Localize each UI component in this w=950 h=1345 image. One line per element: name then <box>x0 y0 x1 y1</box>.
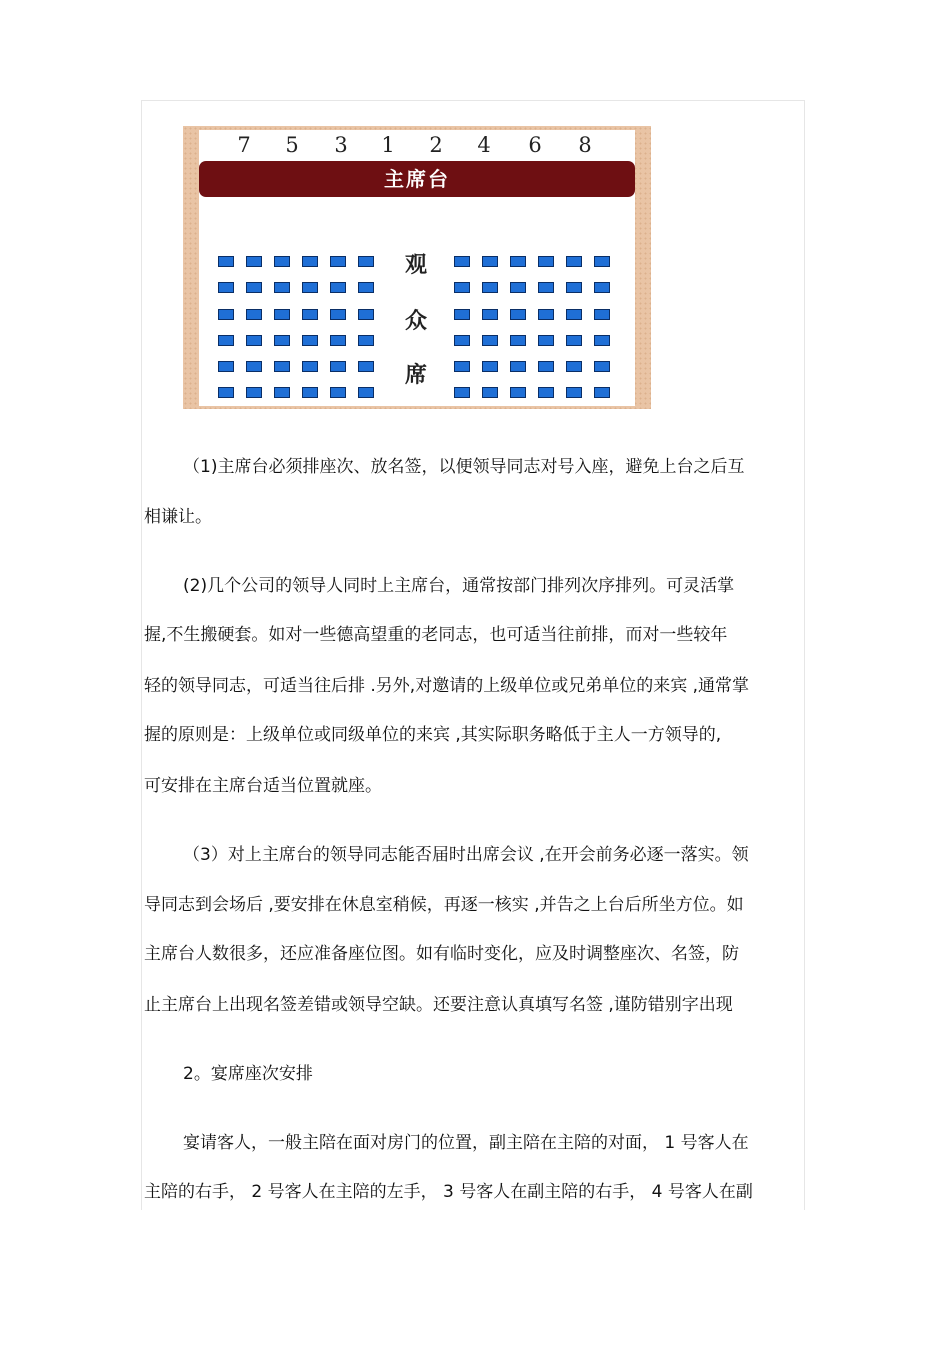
audience-seat <box>482 335 498 346</box>
audience-seat <box>246 256 262 267</box>
audience-seat <box>538 309 554 320</box>
audience-seat <box>482 387 498 398</box>
audience-seat <box>358 309 374 320</box>
text-line: 握,不生搬硬套。如对一些德高望重的老同志，也可适当往前排，而对一些较年 <box>144 625 728 645</box>
audience-seat <box>218 309 234 320</box>
audience-seat <box>274 335 290 346</box>
audience-seat <box>482 309 498 320</box>
rostrum-bar: 主席台 <box>199 161 635 197</box>
audience-seat <box>302 361 318 372</box>
text-line: 止主席台上出现名签差错或领导空缺。还要注意认真填写名签 ,谨防错别字出现 <box>144 995 733 1015</box>
audience-seat <box>274 309 290 320</box>
audience-label-char: 席 <box>404 362 427 388</box>
audience-seat <box>510 256 526 267</box>
audience-seat <box>482 282 498 293</box>
audience-seat <box>330 335 346 346</box>
text-line: 主陪的右手， 2 号客人在主陪的左手， 3 号客人在副主陪的右手， 4 号客人在副 <box>144 1182 753 1202</box>
audience-seat <box>538 335 554 346</box>
audience-seat <box>246 387 262 398</box>
audience-seat <box>330 256 346 267</box>
audience-seat <box>218 361 234 372</box>
audience-seat <box>302 256 318 267</box>
text-line: （1)主席台必须排座次、放名签，以便领导同志对号入座，避免上台之后互 <box>183 457 745 477</box>
seat-number: 5 <box>285 133 299 157</box>
audience-seat <box>218 387 234 398</box>
audience-seat <box>510 335 526 346</box>
audience-seat <box>594 309 610 320</box>
text-line: 导同志到会场后 ,要安排在休息室稍候，再逐一核实 ,并告之上台后所坐方位。如 <box>144 895 744 915</box>
audience-seat <box>566 335 582 346</box>
audience-seat <box>566 282 582 293</box>
audience-seat <box>594 282 610 293</box>
seat-number: 1 <box>381 133 395 157</box>
text-line: 宴请客人，一般主陪在面对房门的位置，副主陪在主陪的对面， 1 号客人在 <box>183 1133 749 1153</box>
audience-seat <box>594 361 610 372</box>
audience-seat <box>274 256 290 267</box>
audience-seat <box>330 282 346 293</box>
audience-seat <box>538 282 554 293</box>
audience-seat <box>538 256 554 267</box>
audience-seat <box>358 335 374 346</box>
audience-seat <box>454 387 470 398</box>
seat-number: 2 <box>429 133 443 157</box>
audience-seat <box>246 335 262 346</box>
audience-seat <box>358 282 374 293</box>
audience-seat <box>538 361 554 372</box>
audience-seat <box>566 387 582 398</box>
audience-seat <box>482 361 498 372</box>
audience-label-char: 观 <box>404 252 427 278</box>
text-line: 主席台人数很多，还应准备座位图。如有临时变化，应及时调整座次、名签，防 <box>144 944 739 964</box>
audience-seat <box>274 282 290 293</box>
audience-seat <box>218 282 234 293</box>
audience-seat <box>566 309 582 320</box>
audience-seat <box>482 256 498 267</box>
audience-seat <box>538 387 554 398</box>
audience-seat <box>566 361 582 372</box>
text-line: 相谦让。 <box>144 507 212 527</box>
audience-seat <box>454 335 470 346</box>
seat-number: 8 <box>578 133 592 157</box>
audience-label-char: 众 <box>404 308 427 334</box>
text-line: 可安排在主席台适当位置就座。 <box>144 776 382 796</box>
audience-seat <box>358 387 374 398</box>
audience-seat <box>594 256 610 267</box>
seat-number: 4 <box>477 133 491 157</box>
seat-number: 3 <box>334 133 348 157</box>
seat-number-row <box>199 130 635 160</box>
audience-seat <box>274 361 290 372</box>
audience-seat <box>302 387 318 398</box>
audience-seat <box>330 387 346 398</box>
audience-seat <box>302 309 318 320</box>
text-line: 轻的领导同志，可适当往后排 .另外,对邀请的上级单位或兄弟单位的来宾 ,通常掌 <box>144 676 750 696</box>
audience-seat <box>454 282 470 293</box>
audience-seat <box>218 335 234 346</box>
audience-seat <box>246 361 262 372</box>
audience-seat <box>594 335 610 346</box>
audience-seat <box>274 387 290 398</box>
section-heading: 2。宴席座次安排 <box>183 1064 313 1084</box>
audience-seat <box>454 361 470 372</box>
audience-seat <box>594 387 610 398</box>
audience-seat <box>566 256 582 267</box>
audience-seat <box>302 282 318 293</box>
audience-seat <box>454 256 470 267</box>
audience-seat <box>510 361 526 372</box>
audience-seat <box>330 361 346 372</box>
text-line: 握的原则是：上级单位或同级单位的来宾 ,其实际职务略低于主人一方领导的, <box>144 725 722 745</box>
audience-seat <box>330 309 346 320</box>
audience-seat <box>510 309 526 320</box>
text-line: (2)几个公司的领导人同时上主席台，通常按部门排列次序排列。可灵活掌 <box>183 576 735 596</box>
audience-seat <box>246 282 262 293</box>
audience-seat <box>358 361 374 372</box>
audience-seat <box>302 335 318 346</box>
seat-number: 7 <box>237 133 251 157</box>
audience-seat <box>218 256 234 267</box>
audience-seat <box>246 309 262 320</box>
seating-diagram <box>183 126 651 409</box>
audience-seat <box>510 282 526 293</box>
seat-number: 6 <box>528 133 542 157</box>
seating-diagram-inner <box>199 130 635 406</box>
audience-seat <box>510 387 526 398</box>
text-line: （3）对上主席台的领导同志能否届时出席会议 ,在开会前务必逐一落实。领 <box>183 845 749 865</box>
audience-seat <box>454 309 470 320</box>
audience-seat <box>358 256 374 267</box>
